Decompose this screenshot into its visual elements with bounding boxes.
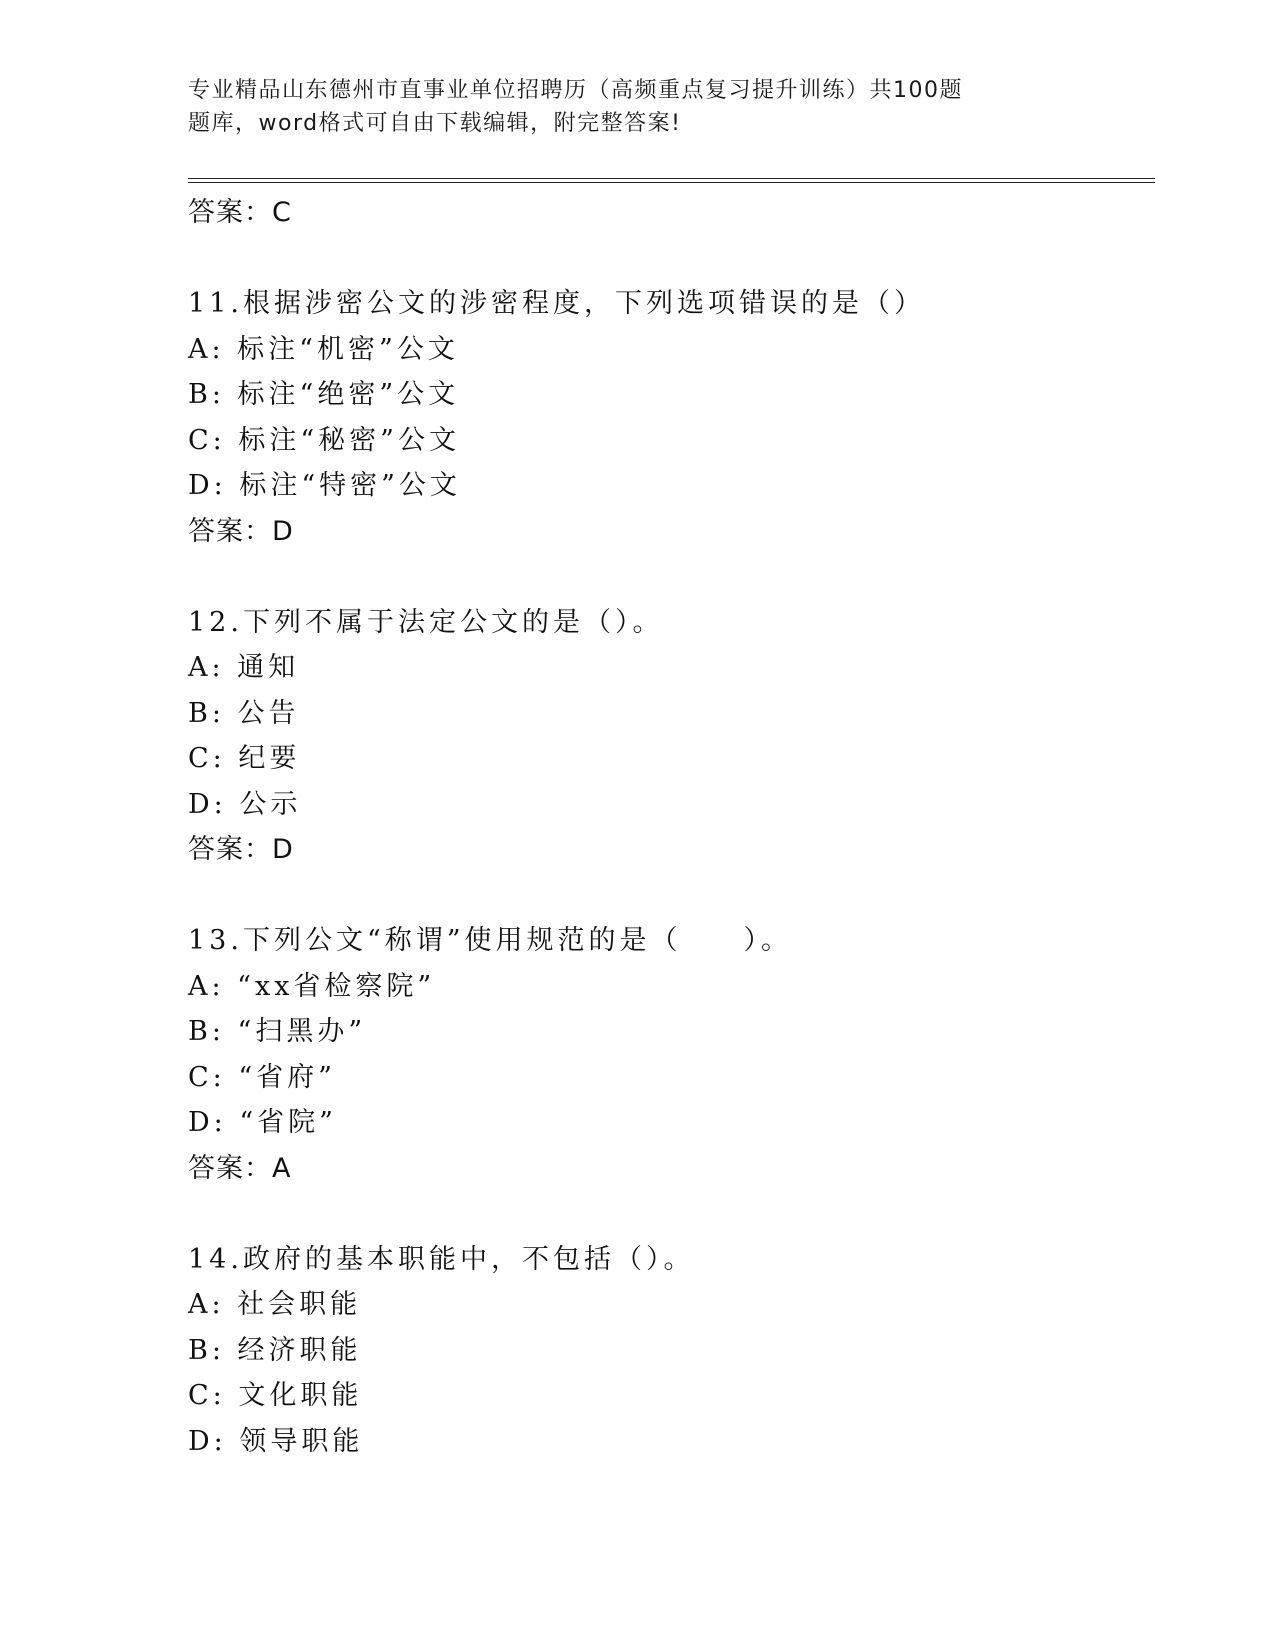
question-stem: 12.下列不属于法定公文的是（）。 (188, 606, 664, 638)
header-line-1: 专业精品山东德州市直事业单位招聘历（高频重点复习提升训练）共100题 (188, 78, 963, 103)
option-a: A: 通知 (188, 652, 300, 683)
question-stem: 13.下列公文“称谓”使用规范的是（ ）。 (188, 925, 793, 956)
question-12 (188, 600, 1148, 873)
option-b: B: “扫黑办” (188, 1016, 367, 1047)
question-11 (188, 281, 1148, 554)
option-b: B: 公告 (188, 697, 300, 729)
header-line-2: 题库，word格式可自由下载编辑，附完整答案! (188, 111, 682, 136)
option-d: D: “省院” (188, 1107, 337, 1138)
option-c: C: 文化职能 (188, 1380, 363, 1411)
question-content (188, 190, 1148, 1464)
option-c: C: 标注“秘密”公文 (188, 424, 460, 456)
question-13 (188, 918, 1148, 1191)
option-c: C: 纪要 (188, 743, 301, 774)
header-divider (188, 178, 1155, 183)
answer-line: 答案：A (188, 1152, 292, 1184)
option-a: A: 标注“机密”公文 (188, 333, 459, 365)
question-stem: 14.政府的基本职能中，不包括（）。 (188, 1243, 695, 1275)
option-b: B: 标注“绝密”公文 (188, 379, 460, 410)
option-c: C: “省府” (188, 1061, 336, 1093)
option-a: A: “xx省检察院” (188, 970, 436, 1002)
answer-line: 答案：D (188, 515, 294, 547)
question-14 (188, 1237, 1148, 1465)
option-d: D: 公示 (188, 788, 302, 820)
document-header (188, 74, 1018, 140)
option-d: D: 标注“特密”公文 (188, 470, 461, 501)
answer-line: 答案：D (188, 834, 294, 865)
option-d: D: 领导职能 (188, 1425, 364, 1457)
answer-previous: 答案：C (188, 197, 292, 228)
option-b: B: 经济职能 (188, 1334, 362, 1366)
question-stem: 11.根据涉密公文的涉密程度，下列选项错误的是（） (188, 288, 925, 319)
option-a: A: 社会职能 (188, 1289, 362, 1320)
